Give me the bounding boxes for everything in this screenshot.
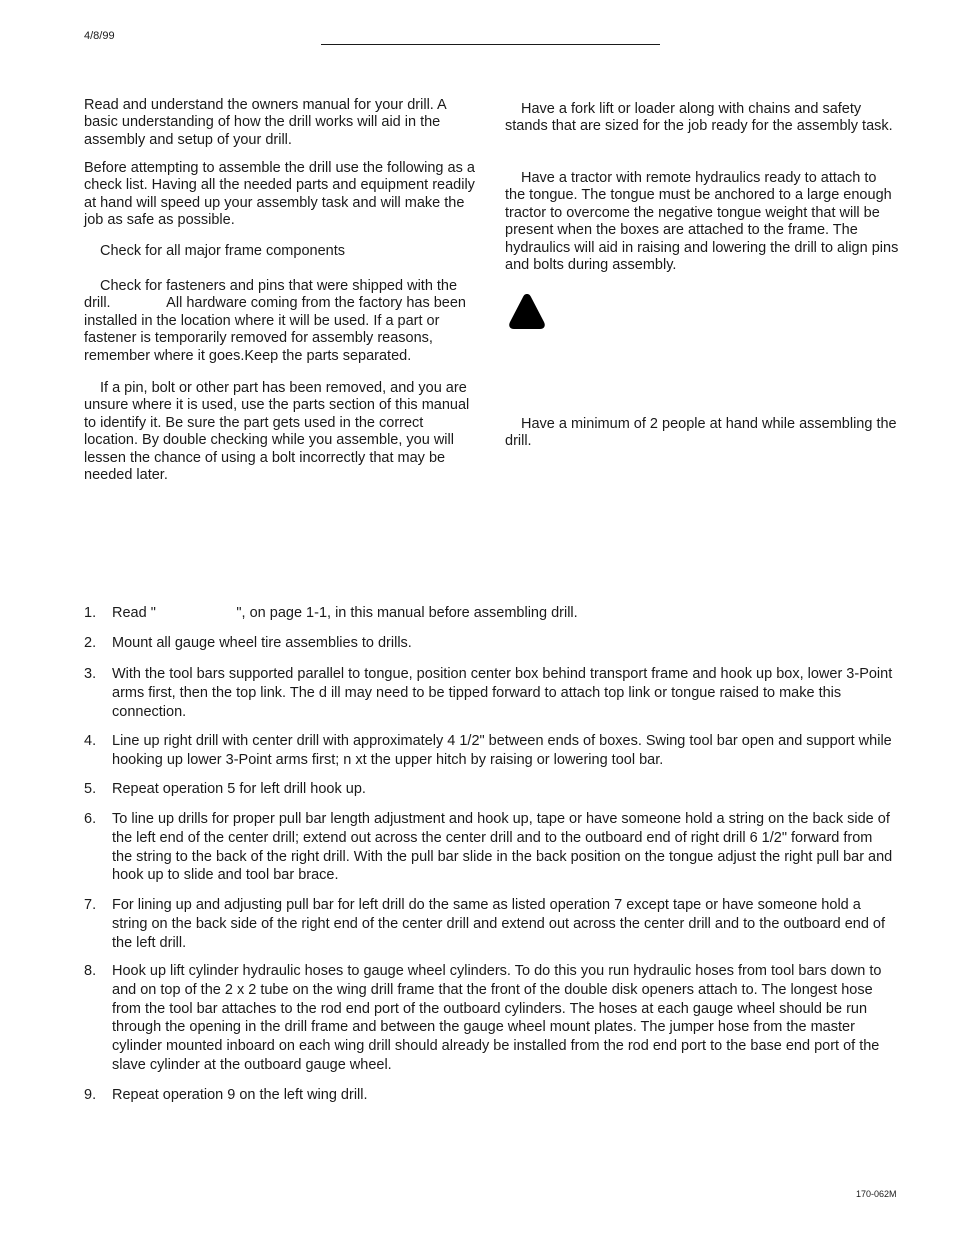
- tractor-paragraph: Have a tractor with remote hydraulics ready to attach to the tongue. The tongue must be anchored to a large enough tractor to overcome the negative tongue weight that will be present when the boxes are attached to the frame. The hydraulics will aid in raising and lowering the drill to align pins and bolts during assembly.: [505, 170, 899, 274]
- list-item: 4. Line up right drill with center drill with approximately 4 1/2" between ends of boxes. Swing tool bar open and support while hooking up lower 3-Point arms first; n xt the upper hitch by raising or lowering tool bar.: [84, 733, 892, 768]
- document-number: 170-062M: [856, 1189, 897, 1199]
- list-item: 8. Hook up lift cylinder hydraulic hoses to gauge wheel cylinders. To do this you run hydraulic hoses from tool bars down to and on top of the 2 x 2 tube on the wing drill frame that the front of the double disk openers attach to. The longest hose from the tool bar attaches to the rod end port of the outboard cylinders. The hoses at each gauge wheel should be run through the opening in the drill frame and between the gauge wheel mount plates. The jumper hose from the master cylinder mounted inboard on each wing drill should already be installed from the rod end port to the base end port of the slave cylinder at the outboard gauge wheel.: [84, 963, 882, 1073]
- list-item: 2. Mount all gauge wheel tire assemblies to drills.: [84, 635, 412, 651]
- removed-part-paragraph: If a pin, bolt or other part has been removed, and you are unsure where it is used, use the parts section of this manual to identify it. Be sure the part gets used in the correct location. By double checking while you assemble, you will lessen the chance of using a bolt incorrectly that may be needed later.: [84, 380, 470, 484]
- list-item: 1. Read " ", on page 1-1, in this manual before assembling drill.: [84, 605, 578, 621]
- check-frame-components: Check for all major frame components: [100, 243, 345, 259]
- list-item: 3. With the tool bars supported parallel to tongue, position center box behind transport frame and hook up box, lower 3-Point arms first, then the top link. The d ill may need to be tipped forward to attach top link or tongue raised to make this connection.: [84, 666, 893, 720]
- checklist-paragraph: Before attempting to assemble the drill use the following as a check list. Having all the needed parts and equipment readily at hand will speed up your assembly task and will make the job as safe as possible.: [84, 160, 475, 229]
- list-item: 9. Repeat operation 9 on the left wing drill.: [84, 1087, 368, 1103]
- intro-paragraph: Read and understand the owners manual for your drill. A basic understanding of how the drill works will aid in the assembly and setup of your drill.: [84, 97, 446, 148]
- header-rule: [321, 44, 660, 45]
- list-item: 7. For lining up and adjusting pull bar for left drill do the same as listed operation 7 except tape or have someone hold a string on the back side of the right end of the center drill and extend out across the center drill and to the outboard end of the left drill.: [84, 897, 886, 951]
- check-fasteners: Check for fasteners and pins that were shipped with the drill. All hardware coming from the factory has been installed in the location where it will be used. If a part or fastener is temporarily removed for assembly reasons, remember where it goes.Keep the parts separated.: [84, 278, 471, 364]
- two-people-paragraph: Have a minimum of 2 people at hand while assembling the drill.: [505, 416, 897, 450]
- warning-triangle-icon: [507, 292, 547, 330]
- list-item: 6. To line up drills for proper pull bar length adjustment and hook up, tape or have someone hold a string on the back side of the left end of the center drill; extend out across the center drill and to the outboard end of right drill 6 1/2" forward from the string to the back of the right drill. With the pull bar slide in the back position on the tongue adjust the right pull bar and hook up to slide and tool bar brace.: [84, 811, 893, 884]
- list-item: 5. Repeat operation 5 for left drill hook up.: [84, 781, 366, 797]
- page-date: 4/8/99: [84, 30, 115, 42]
- fork-lift-paragraph: Have a fork lift or loader along with chains and safety stands that are sized for the job ready for the assembly task.: [505, 101, 893, 135]
